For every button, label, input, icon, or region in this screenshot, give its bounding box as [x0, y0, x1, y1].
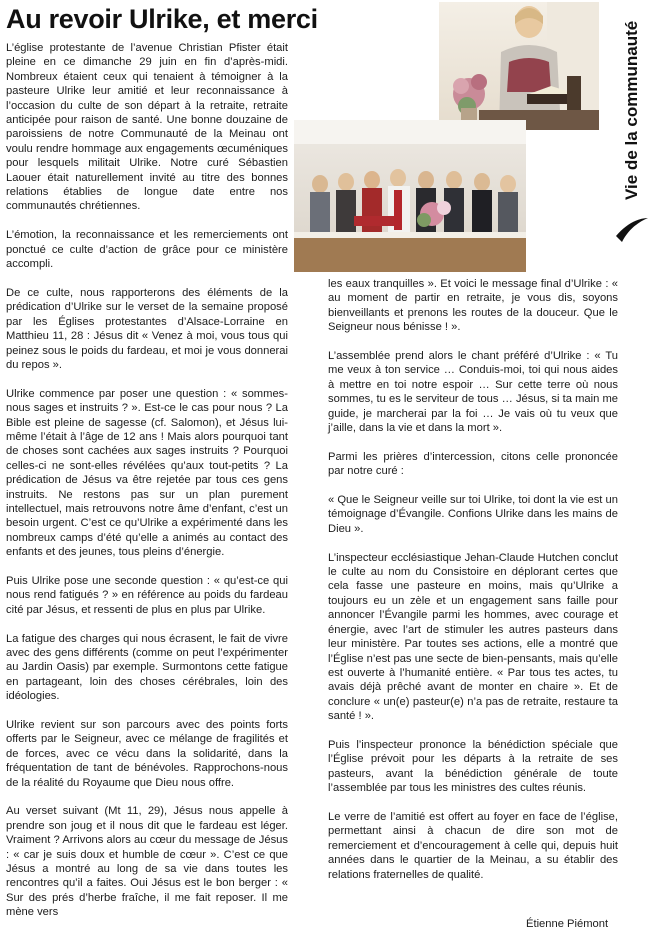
paragraph: Puis l’inspecteur prononce la bénédiction spéciale que l’Église prévoit pour les départs à la retraite de ses pasteurs, avant la bénédiction générale de toute l’assemblée par tous les ministres des cultes réunis.: [328, 738, 618, 795]
article-column-2: [328, 277, 618, 882]
photo-pastor-lectern: [439, 2, 599, 130]
paragraph: La fatigue des charges qui nous écrasent, le fait de vivre avec des gens différents (comme on peut l’expérimenter au Jardin Oasis) par exemple. Surmontons cette fatigue en partageant, loin des choses cérébrales, loin des idéologies.: [6, 632, 288, 703]
paragraph: L’inspecteur ecclésiastique Jehan-Claude Hutchen conclut le culte au nom du Consistoire en déplorant certes que cela fasse une pasteure en moins, mais qu’Ulrike a toujours eu un zèle et un engagement sans faille pour annoncer l’Évangile parmi les hommes, avec courage et énergie, avec l’art de stimuler les autres pasteurs dans leur ministère. Par toutes ses actions, elle a montré que l’Église n’est pas une secte de bien-pensants, mais qu’elle est ouverte à l’humanité entière. « Par tous tes actes, tu avais déjà prêché avant de monter en chaire ». Et de conclure « un(e) pasteur(e) n’a pas de retraite, restaure ta santé ! ».: [328, 551, 618, 723]
paragraph: De ce culte, nous rapporterons des éléments de la prédication d’Ulrike sur le verset de la semaine proposé par les Églises protestantes d’Alsace-Lorraine en Matthieu 11, 28 : Jésus dit « Venez à moi, vous tous qui peinez sous le poids du fardeau, et moi je vous donnerai du repos ».: [6, 286, 288, 371]
paragraph: Au verset suivant (Mt 11, 29), Jésus nous appelle à prendre son joug et il nous dit que le fardeau est léger. Vraiment ? Arrivons alors au cœur du message de Jésus : « car je suis doux et humble de cœur ». C’est ce que Jésus a montré au long de sa vie dans toutes les rencontres qu’il a faites. Oui Jésus est le bon berger : « Sur des prés d’herbe fraîche, il me fait reposer. Il me mène vers: [6, 805, 288, 919]
paragraph: Le verre de l’amitié est offert au foyer en face de l’église, permettant ainsi à chacun de dire son mot de remerciement et d’encouragement à celle qui, depuis huit années dans le quartier de la Meinau, a su établir des relations fraternelles de qualité.: [328, 810, 618, 881]
paragraph: L’émotion, la reconnaissance et les remerciements ont ponctué ce culte d’action de grâce pour ce ministère accompli.: [6, 229, 288, 271]
article-title: Au revoir Ulrike, et merci: [6, 4, 318, 34]
paragraph: les eaux tranquilles ». Et voici le message final d’Ulrike : « au moment de partir en retraite, je vous dis, soyons bienveillants et prenons les routes de la douceur. Que le Seigneur nous bénisse ! ».: [328, 278, 618, 334]
article-column-1: [6, 41, 288, 920]
paragraph: L’assemblée prend alors le chant préféré d’Ulrike : « Tu me veux à ton service … Conduis-moi, toi qui nous aides à mettre en toi notre espoir … Sur cette terre où nous sommes, tu es le serviteur de tous … Jésus, si ta main me guide, je marcherai par la foi … Je vais où tu veux que j’aille, dans la vie et dans la mort ».: [328, 350, 618, 435]
paragraph: Parmi les prières d’intercession, citons celle prononcée par notre curé :: [328, 450, 618, 478]
paragraph: L’église protestante de l’avenue Christian Pfister était pleine en ce dimanche 29 juin en fin d’après-midi. Nombreux étaient ceux qui tenaient à témoigner à la pasteure Ulrike leur amitié et leur reconnaissance à l’occasion du culte de son départ à la retraite, retraite anticipée pour raison de santé. Une bonne douzaine de paroissiens de notre Communauté de la Meinau ont voulu rendre hommage aux engagements œcuméniques pour lesquels militait Ulrike. Notre curé Sébastien Laouer était naturellement invité au titre des bonnes relations établies de longue date entre nos communautés chrétiennes.: [6, 42, 288, 213]
paragraph: Puis Ulrike pose une seconde question : « qu’est-ce qui nous rend fatigués ? » en référence au poids du fardeau cité par Jésus, et ressenti de plus en plus par Ulrike.: [6, 574, 288, 616]
paragraph: Ulrike revient sur son parcours avec des points forts offerts par le Seigneur, avec ce mélange de fragilités et de forces, avec ce vécu dans la solidarité, dans la fréquentation de tant de bénévoles. Rapprochons-nous de la réalité du Royaume que Dieu nous offre.: [6, 719, 288, 789]
paragraph: Ulrike commence par poser une question : « sommes-nous sages et instruits ? ». Est-ce le cas pour nous ? La Bible est pleine de sagesse (cf. Salomon), et Jésus lui-même l’était à l’âge de 12 ans ! Mais alors pourquoi tant de choses sont cachées aux sages instruits ? Pourquoi celles-ci ne sont-elles révélées qu’aux tout-petits ? La prédication de Jésus va être rejetée par tous ces gens instruits. Ne restons pas sur un plan purement intellectuel, mais retrouvons notre âme d’enfant, c’est un besoin urgent. C’est ce qu’Ulrike a expérimenté dans les nombreux camps d’été qu’elle a animés au contact des enfants et des jeunes, tous pleins d’énergie.: [6, 387, 288, 559]
section-label-text: Vie de la communauté: [622, 20, 641, 200]
author-signature: Étienne Piémont: [526, 918, 609, 930]
section-label: [612, 4, 652, 244]
photo-area: [294, 0, 602, 272]
photo-ministers-altar: [294, 120, 526, 272]
paragraph: « Que le Seigneur veille sur toi Ulrike, toi dont la vie est un témoignage d’Évangile. Confions Ulrike dans les mains de Dieu ».: [328, 494, 618, 535]
